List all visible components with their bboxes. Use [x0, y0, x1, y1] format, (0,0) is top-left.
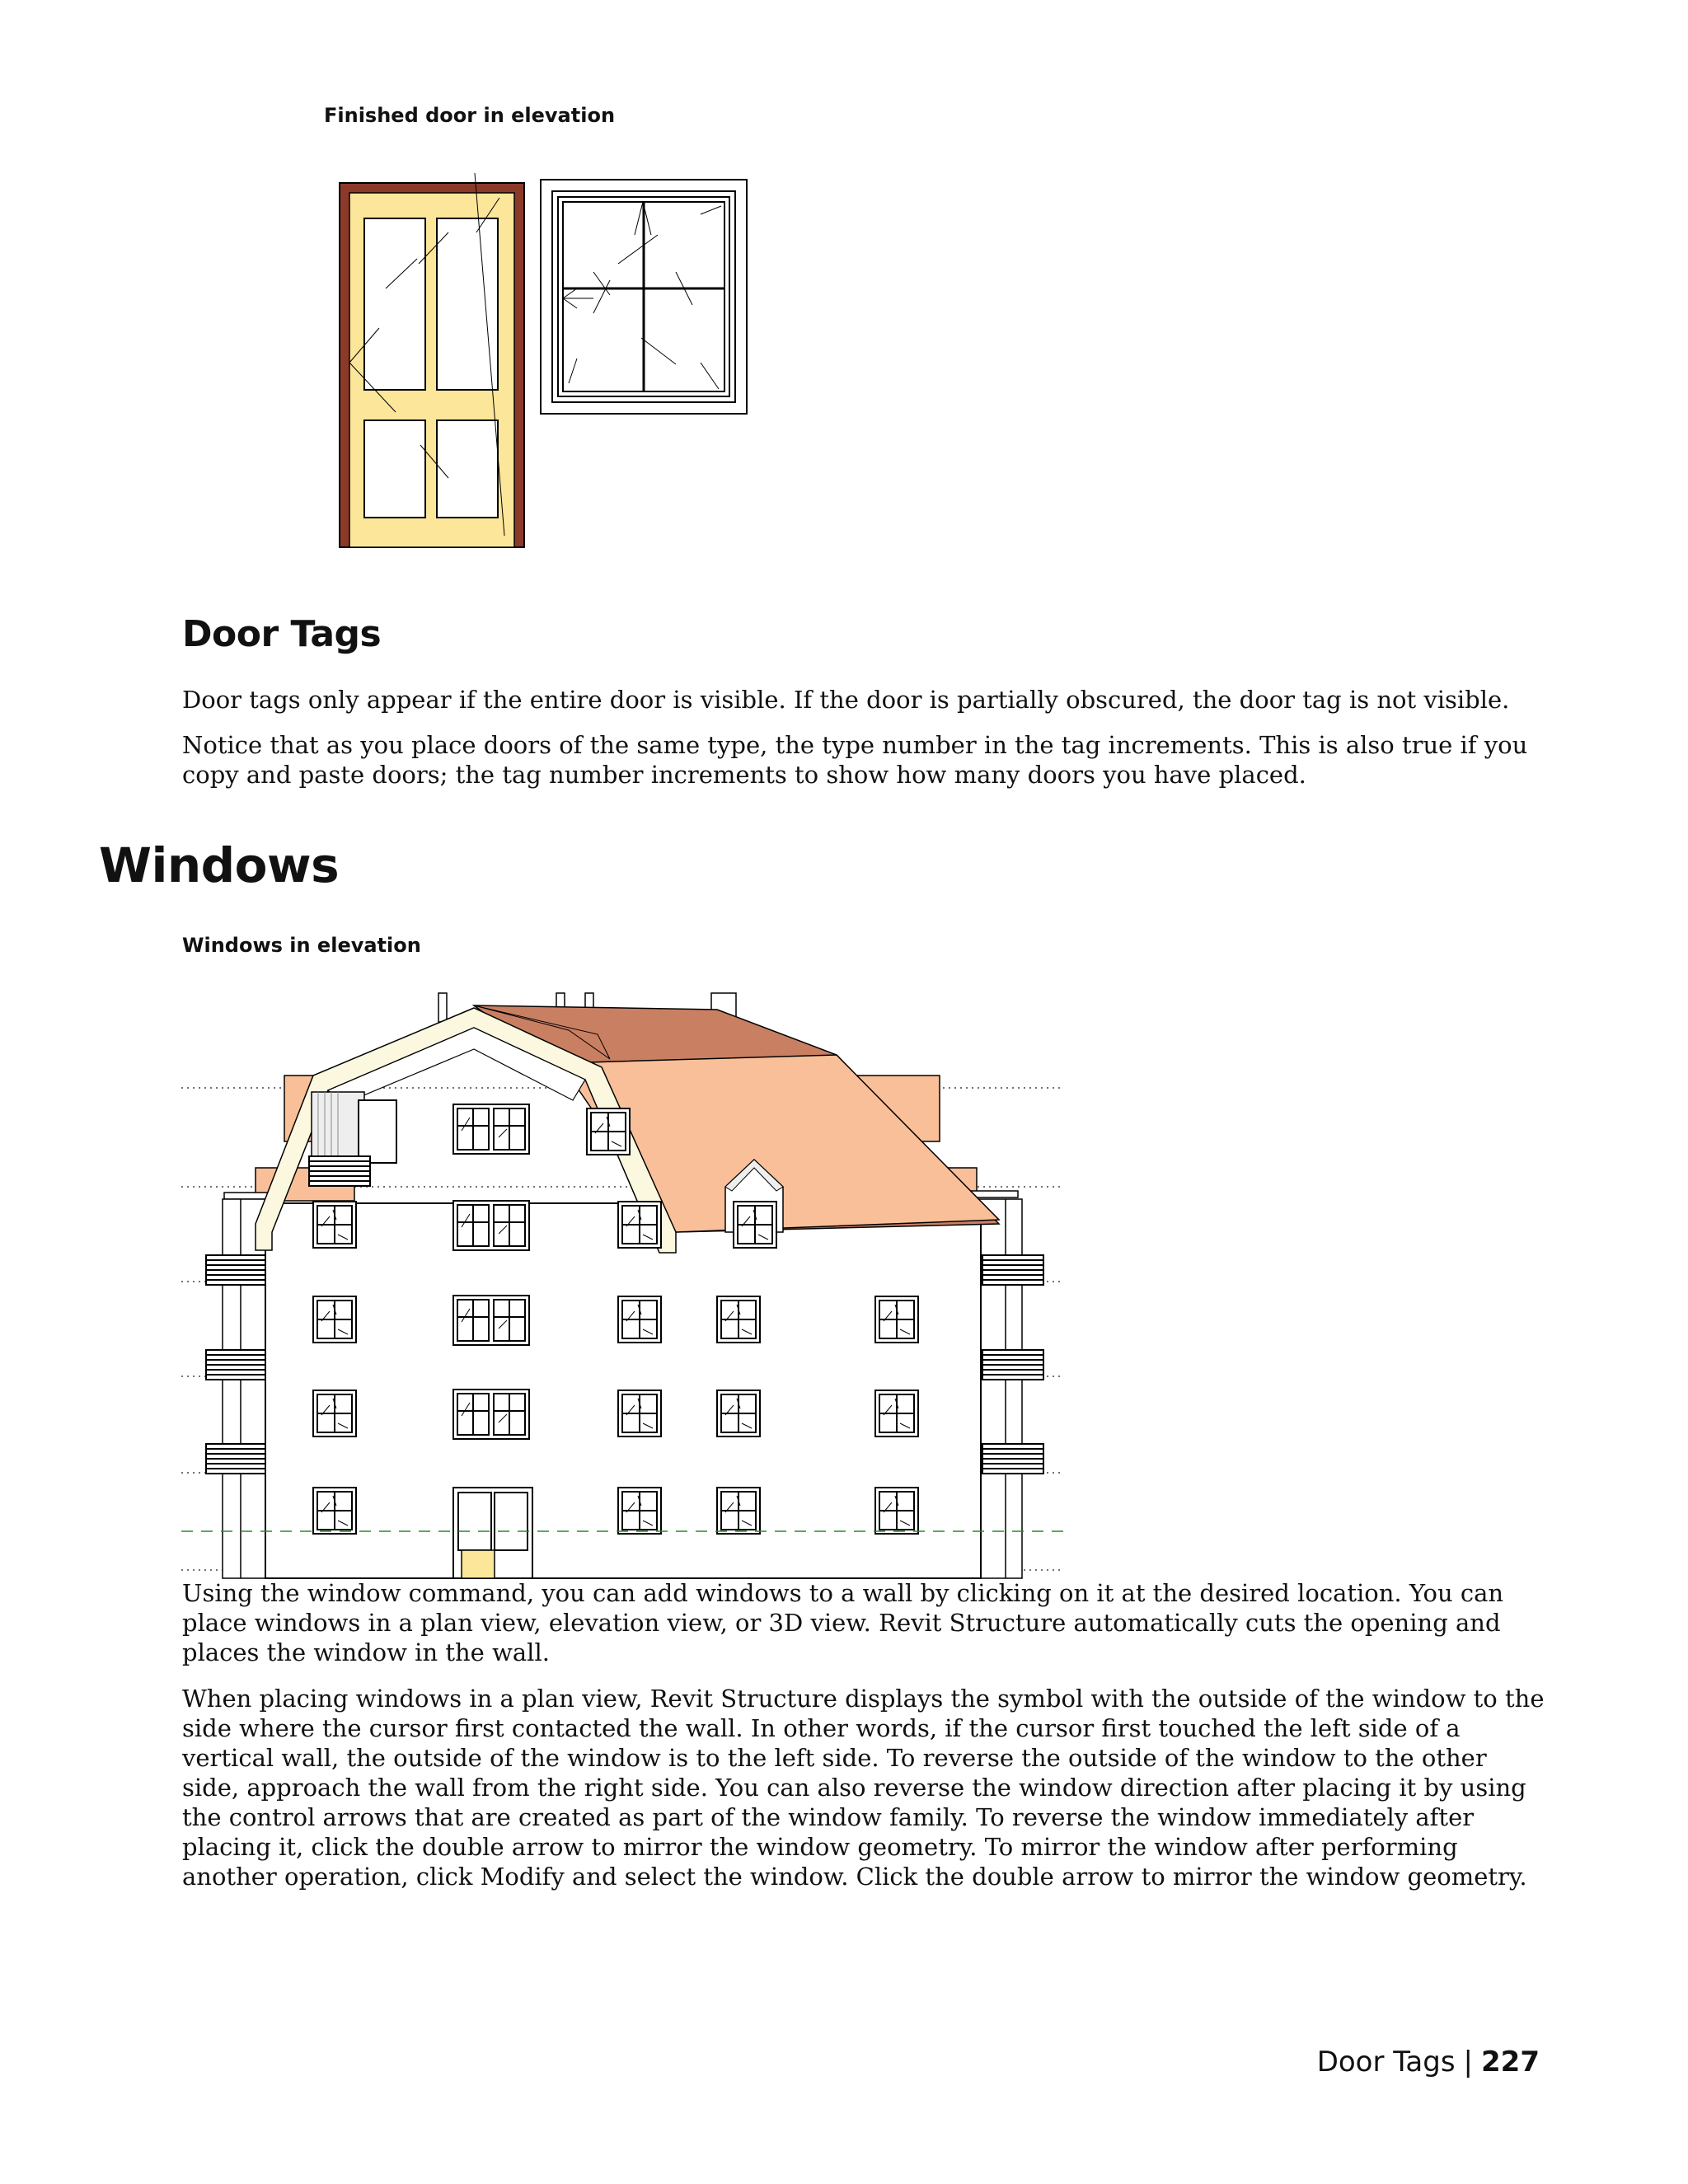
- figure-caption-door: Finished door in elevation: [324, 104, 616, 127]
- door-elevation-figure: [313, 173, 758, 552]
- door-drawing: [340, 173, 524, 547]
- footer-separator: |: [1463, 2046, 1474, 2079]
- paragraph-windows-1: Using the window command, you can add windows to a wall by clicking on it at the desired location. You can place windows in a plan view, elevation view, or 3D view. Revit Structure automatically cuts the opening and places the window in the wall.: [182, 1579, 1504, 1666]
- figure-caption-windows: Windows in elevation: [182, 934, 421, 957]
- building-elevation-figure: [181, 985, 1063, 1578]
- page-number: 227: [1481, 2046, 1540, 2079]
- page-footer: [1317, 2046, 1540, 2079]
- window-drawing: [541, 180, 747, 414]
- paragraph-door-tags-1: Door tags only appear if the entire door is visible. If the door is partially obscured, the door tag is not visible.: [182, 686, 1510, 714]
- heading-door-tags: Door Tags: [182, 613, 382, 655]
- footer-section-title: Door Tags: [1316, 2046, 1456, 2079]
- heading-windows: Windows: [99, 837, 340, 893]
- paragraph-door-tags-2: Notice that as you place doors of the same type, the type number in the tag increments. This is also true if you copy and paste doors; the tag number increments to show how many doors you have placed.: [182, 731, 1528, 789]
- paragraph-windows-2: When placing windows in a plan view, Revit Structure displays the symbol with the outside of the window to the side where the cursor first contacted the wall. In other words, if the cursor first touched the left side of a vertical wall, the outside of the window is to the left side. To reverse the outside of the window to the other side, approach the wall from the right side. You can also reverse the window direction after placing it by using the control arrows that are created as part of the window family. To reverse the window immediately after placing it, click the double arrow to mirror the window geometry. To mirror the window after performing another operation, click Modify and select the window. Click the double arrow to mirror the window geometry.: [182, 1685, 1545, 1891]
